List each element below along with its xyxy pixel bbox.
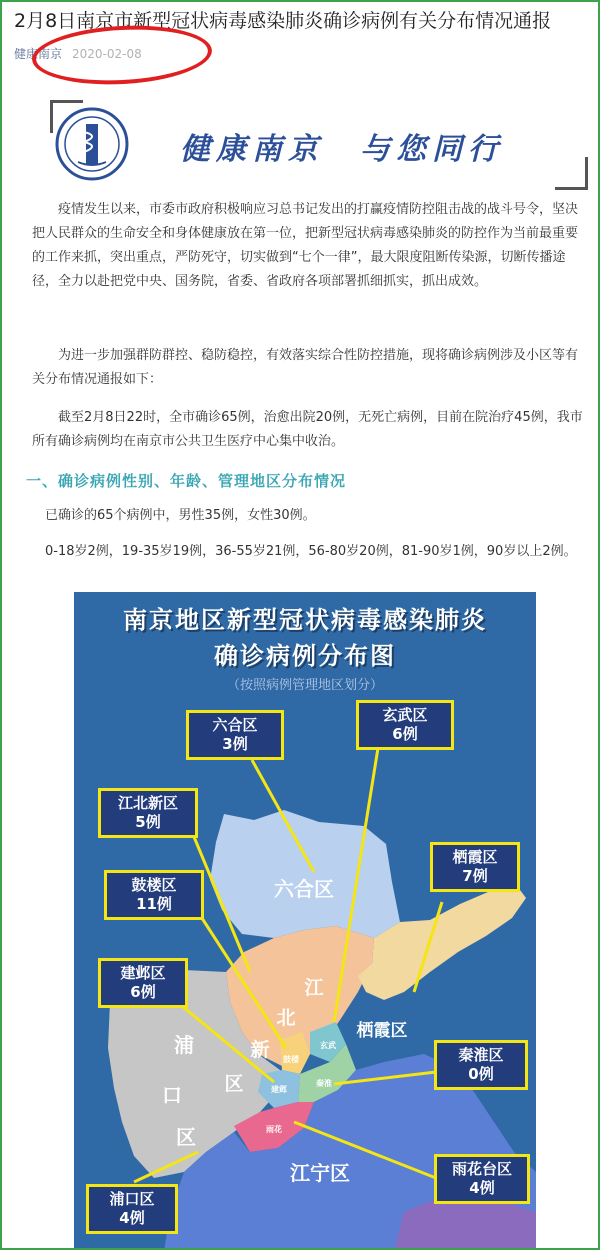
region-label-xuanwu: 玄武: [320, 1041, 336, 1050]
label-yuhua: 雨花台区 4例: [434, 1154, 530, 1204]
region-label-liuhe: 六合区: [274, 877, 334, 901]
region-label-qixia: 栖霞区: [356, 1021, 408, 1041]
label-pukou: 浦口区 4例: [86, 1184, 178, 1234]
paragraph-intro: 疫情发生以来，市委市政府积极响应习总书记发出的打赢疫情防控阻击战的战斗号令，坚决把人民群众的生命安全和身体健康放在第一位，把新型冠状病毒感染肺炎的防控作为当前最重要的工作来抓，突出重点，严防死守，切实做到“七个一律”，最大限度阻断传染源，切断传播途径，全力以赴把党中央、国务院，省委、省政府各项部署抓细抓实，抓出成效。: [32, 202, 579, 289]
label-qinhuai: 秦淮区 0例: [434, 1040, 528, 1090]
label-gulou: 鼓楼区 11例: [104, 870, 204, 920]
label-jiangbei: 江北新区 5例: [98, 788, 198, 838]
paragraph-gender: 已确诊的65个病例中，男性35例，女性30例。: [45, 508, 316, 523]
region-label-qinhuai: 秦淮: [316, 1079, 332, 1088]
map-regions: [74, 592, 536, 1250]
banner-slogan: 健康南京 与您同行: [180, 132, 504, 167]
section1-title: 一、确诊病例性别、年龄、管理地区分布情况: [26, 472, 347, 490]
region-liuhe: [210, 810, 400, 938]
region-label-pukou-qu: 区: [176, 1125, 196, 1149]
health-emblem-icon: [54, 106, 130, 182]
label-qixia: 栖霞区 7例: [430, 842, 520, 892]
source-link[interactable]: 健康南京: [14, 47, 63, 61]
article-title: 2月8日南京市新型冠状病毒感染肺炎确诊病例有关分布情况通报: [14, 10, 552, 32]
map-title-line1: 南京地区新型冠状病毒感染肺炎: [123, 606, 487, 634]
region-label-jiangbei-xin: 新: [250, 1039, 270, 1061]
paragraph-stats: 截至2月8日22时，全市确诊65例，治愈出院20例，无死亡病例，目前在院治疗45例，我市所有确诊病例均在南京市公共卫生医疗中心集中收治。: [32, 410, 583, 449]
label-jianye: 建邺区 6例: [98, 958, 188, 1008]
region-label-gulou: 鼓楼: [283, 1055, 299, 1064]
region-label-jiangbei-bei: 北: [276, 1007, 296, 1029]
region-label-pukou-pu: 浦: [174, 1033, 194, 1057]
region-label-jiangning: 江宁区: [290, 1161, 350, 1185]
banner: [50, 100, 590, 192]
map-subtitle: （按照病例管理地区划分）: [226, 678, 383, 693]
region-label-jiangbei-jiang: 江: [304, 977, 324, 999]
region-label-jiangbei-qu: 区: [224, 1073, 244, 1095]
publish-date: 2020-02-08: [72, 47, 142, 61]
label-liuhe: 六合区 3例: [186, 710, 284, 760]
paragraph-notice: 为进一步加强群防群控、稳防稳控，有效落实综合性防控措施，现将确诊病例涉及小区等有关分布情况通报如下：: [32, 348, 579, 387]
label-xuanwu: 玄武区 6例: [356, 700, 454, 750]
region-label-yuhua: 雨花: [266, 1125, 282, 1134]
region-label-pukou-kou: 口: [162, 1083, 182, 1107]
banner-corner-bottom-right: [555, 157, 588, 190]
distribution-map: [74, 592, 536, 1250]
paragraph-age: 0-18岁2例，19-35岁19例，36-55岁21例，56-80岁20例，81-90岁1例，90岁以上2例。: [45, 544, 577, 559]
region-label-jianye: 建邺: [271, 1085, 287, 1094]
map-title-line2: 确诊病例分布图: [214, 642, 396, 670]
